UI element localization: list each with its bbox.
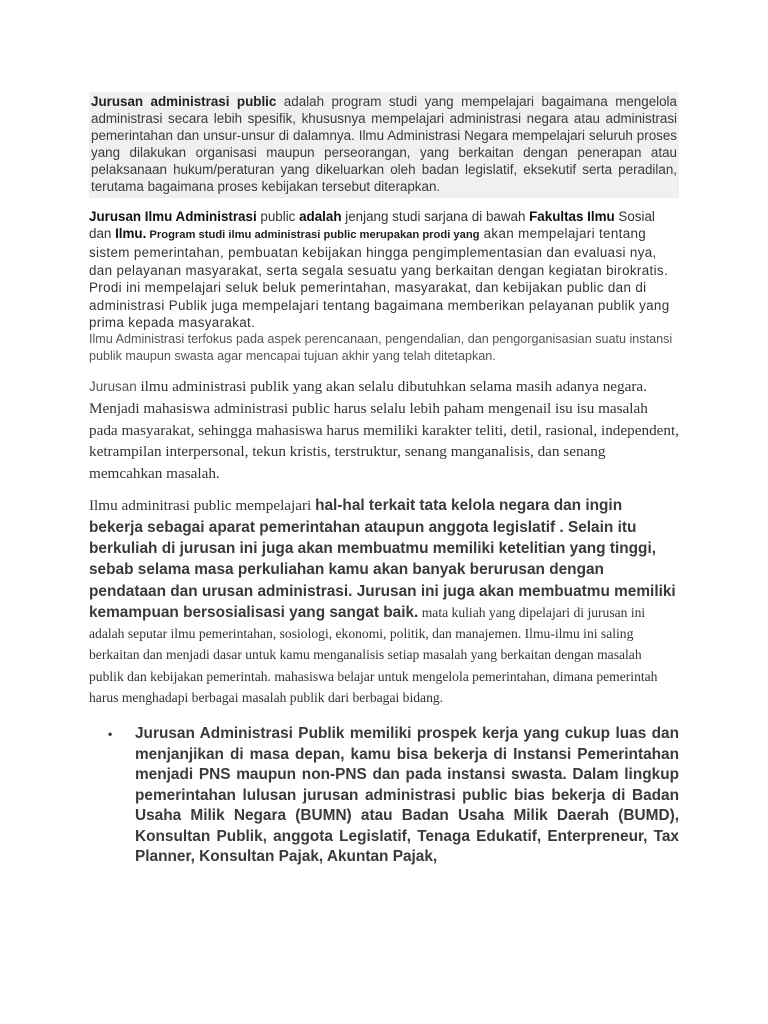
paragraph-needs [89,376,679,484]
paragraph-body: adalah program studi yang mempelajari bagaimana mengelola administrasi secara lebih spesifik, khususnya mempelajari administrasi negara atau administrasi pemerintahan dan unsur-unsur di dalamnya. Ilmu Administrasi Negara mempelajari seluruh proses yang dilakukan organisasi maupun perseorangan, yang berkaitan dengan penerapan atau pelaksanaan hukum/peraturan yang dikeluarkan oleh badan legislatif, eksekutif serta peradilan, terutama bagaimana proses kebijakan tersebut diterapkan. [91,94,677,195]
bullet-item-career [89,724,679,868]
text-bold: hal-hal terkait tata kelola negara dan ingin bekerja sebagai aparat pemerintahan ataupun anggota legislatif . Selain itu berkuliah di jurusan ini juga akan membuatmu memiliki ketelitian yang tinggi, sebab selama masa perkuliahan kamu akan banyak berurusan dengan pendataan dan urusan administrasi. Jurusan ini juga akan membuatmu memiliki kemampuan bersosialisasi yang sangat baik. [89,497,676,621]
paragraph-lead: Jurusan [89,379,137,395]
text-bold: Jurusan Ilmu Administrasi [89,208,257,224]
text-bold: Ilmu. [115,225,147,241]
text-run: jenjang studi sarjana di bawah [341,208,530,224]
paragraph-body: ilmu administrasi publik yang akan selalu dibutuhkan selama masih adanya negara. Menjadi mahasiswa administrasi public harus selalu lebih paham mengenail isu isu masalah pada masyarakat, sehingga mahasiswa harus memiliki karakter teliti, detil, rasional, independent, ketrampilan interpersonal, tekun kristis, terstruktur, senang manganalisis, dan senang memcahkan masalah. [89,378,680,482]
document-page [89,92,679,868]
paragraph-definition [89,92,679,198]
paragraph-study-program [89,208,679,365]
text-small-bold: Program studi ilmu administrasi public merupakan prodi yang [146,228,480,241]
text-run: mata kuliah yang dipelajari di jurusan ini adalah seputar ilmu pemerintahan, sosiologi, ekonomi, politik, dan manajemen. Ilmu-ilmu ini saling berkaitan dan menjadi dasar untuk kamu menganalisis setiap masalah yang berkaitan dengan masalah publik dan kebijakan pemerintah. mahasiswa belajar untuk mengelola pemerintahan, dimana pemerintah harus menghadapi berbagai masalah publik dari berbagai bidang. [89,604,658,706]
bullet-icon: • [108,727,113,742]
text-bold: adalah [299,208,342,224]
text-run: akan mempelajari tentang sistem pemerintahan, pembuatan kebijakan hingga pengimplementasian dan evaluasi nya, dan pelayanan masyarakat, serta segala sesuatu yang berkaitan dengan kegiatan birokratis. Prodi ini mempelajari seluk beluk pemerintahan, masyarakat, dan kebijakan public dan di administrasi Publik juga mempelajari tentang bagaimana memberikan pelayanan publik yang prima kepada masyarakat. [89,225,670,330]
paragraph-lead: Jurusan administrasi public [91,94,277,109]
paragraph-learning [89,495,679,708]
text-run: public [256,208,300,224]
bullet-text: Jurusan Administrasi Publik memiliki prospek kerja yang cukup luas dan menjanjikan di masa depan, kamu bisa bekerja di Instansi Pemerintahan menjadi PNS maupun non-PNS dan pada instansi swasta. Dalam lingkup pemerintahan lulusan jurusan administrasi public bias bekerja di Badan Usaha Milik Negara (BUMN) atau Badan Usaha Milik Daerah (BUMD), Konsultan Publik, anggota Legislatif, Tenaga Edukatif, Enterpreneur, Tax Planner, Konsultan Pajak, Akuntan Pajak, [135,725,679,866]
text-run: Sosial dan [89,208,655,241]
text-run: Ilmu adminitrasi public mempelajari [89,497,316,515]
text-bold: Fakultas Ilmu [529,208,615,224]
text-focus-note: Ilmu Administrasi terfokus pada aspek perencanaan, pengendalian, dan pengorganisasian suatu instansi publik maupun swasta agar mencapai tujuan akhir yang telah ditetapkan. [89,332,673,363]
